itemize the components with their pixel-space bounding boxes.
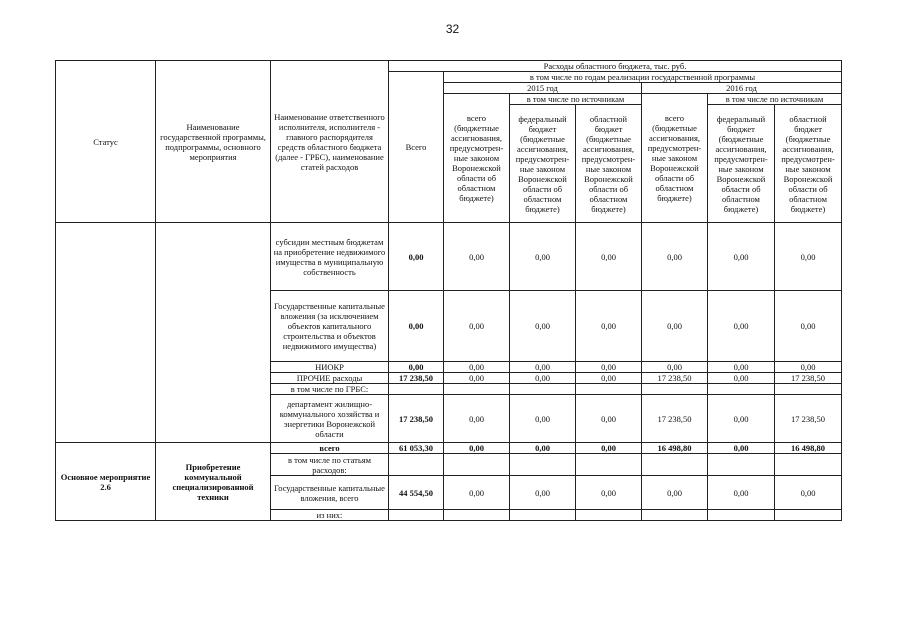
row-name: в том числе по статьям расходов: bbox=[271, 454, 389, 476]
empty-cell bbox=[775, 454, 842, 476]
event-status: Основное мероприятие 2.6 bbox=[56, 443, 156, 521]
row-2016-regional: 17 238,50 bbox=[775, 395, 842, 443]
status-cell-empty bbox=[56, 223, 156, 443]
row-2016-all: 0,00 bbox=[642, 223, 708, 291]
page-number: 32 bbox=[445, 22, 460, 36]
row-2016-regional: 0,00 bbox=[775, 476, 842, 510]
empty-cell bbox=[444, 510, 510, 521]
table-row bbox=[56, 223, 842, 291]
budget-table bbox=[55, 60, 842, 521]
row-2016-regional: 16 498,80 bbox=[775, 443, 842, 454]
empty-cell bbox=[642, 454, 708, 476]
header-regional-2015: областной бюджет (бюджетные ассигнования, предусмотрен-ные законом Воронежской области об областном бюджете) bbox=[576, 105, 642, 223]
row-total: 61 053,30 bbox=[389, 443, 444, 454]
row-name: всего bbox=[271, 443, 389, 454]
row-2015-all: 0,00 bbox=[444, 223, 510, 291]
header-federal-2016: федеральный бюджет (бюджетные ассигнования, предусмотрен-ные законом Воронежской области об областном бюджете) bbox=[708, 105, 775, 223]
row-total: 17 238,50 bbox=[389, 395, 444, 443]
row-name: в том числе по ГРБС: bbox=[271, 384, 389, 395]
row-total: 0,00 bbox=[389, 362, 444, 373]
empty-cell bbox=[708, 384, 775, 395]
row-2016-federal: 0,00 bbox=[708, 443, 775, 454]
row-2016-federal: 0,00 bbox=[708, 291, 775, 362]
row-2015-federal: 0,00 bbox=[510, 362, 576, 373]
row-2015-all: 0,00 bbox=[444, 291, 510, 362]
row-total: 44 554,50 bbox=[389, 476, 444, 510]
header-by-years: в том числе по годам реализации государственной программы bbox=[444, 72, 842, 83]
event-name: Приобретение коммунальной специализированной техники bbox=[156, 443, 271, 521]
row-2016-federal: 0,00 bbox=[708, 223, 775, 291]
row-2016-federal: 0,00 bbox=[708, 395, 775, 443]
row-2016-all: 17 238,50 bbox=[642, 395, 708, 443]
empty-cell bbox=[642, 510, 708, 521]
header-year-2015: 2015 год bbox=[444, 83, 642, 94]
header-executor: Наименование ответственного исполнителя, исполнителя - главного распорядителя средств областного бюджета (далее - ГРБС), наименование статей расходов bbox=[271, 61, 389, 223]
header-expenses-title: Расходы областного бюджета, тыс. руб. bbox=[389, 61, 842, 72]
row-2015-federal: 0,00 bbox=[510, 395, 576, 443]
row-name: Государственные капитальные вложения, всего bbox=[271, 476, 389, 510]
row-2015-regional: 0,00 bbox=[576, 373, 642, 384]
empty-cell bbox=[576, 384, 642, 395]
empty-cell bbox=[389, 384, 444, 395]
row-2016-regional: 0,00 bbox=[775, 223, 842, 291]
row-2016-all: 17 238,50 bbox=[642, 373, 708, 384]
row-2015-all: 0,00 bbox=[444, 373, 510, 384]
row-name: НИОКР bbox=[271, 362, 389, 373]
header-by-sources-2015: в том числе по источникам bbox=[510, 94, 642, 105]
row-2016-federal: 0,00 bbox=[708, 362, 775, 373]
empty-cell bbox=[510, 384, 576, 395]
header-year-2016: 2016 год bbox=[642, 83, 842, 94]
row-2016-regional: 17 238,50 bbox=[775, 373, 842, 384]
row-2016-all: 0,00 bbox=[642, 476, 708, 510]
row-2015-regional: 0,00 bbox=[576, 395, 642, 443]
program-cell-empty bbox=[156, 223, 271, 443]
empty-cell bbox=[708, 510, 775, 521]
table-row bbox=[56, 443, 842, 454]
empty-cell bbox=[775, 384, 842, 395]
row-2015-federal: 0,00 bbox=[510, 223, 576, 291]
row-2015-federal: 0,00 bbox=[510, 373, 576, 384]
empty-cell bbox=[444, 384, 510, 395]
row-2015-federal: 0,00 bbox=[510, 443, 576, 454]
row-2015-regional: 0,00 bbox=[576, 476, 642, 510]
row-2015-all: 0,00 bbox=[444, 443, 510, 454]
row-total: 0,00 bbox=[389, 291, 444, 362]
header-all-2016: всего (бюджетные ассигнования, предусмотрен-ные законом Воронежской области об областном бюджете) bbox=[642, 94, 708, 223]
header-federal-2015: федеральный бюджет (бюджетные ассигнования, предусмотрен-ные законом Воронежской области об областном бюджете) bbox=[510, 105, 576, 223]
header-program-name: Наименование государственной программы, подпрограммы, основного мероприятия bbox=[156, 61, 271, 223]
row-total: 17 238,50 bbox=[389, 373, 444, 384]
row-name: из них: bbox=[271, 510, 389, 521]
row-2016-all: 0,00 bbox=[642, 362, 708, 373]
row-name: ПРОЧИЕ расходы bbox=[271, 373, 389, 384]
row-2015-regional: 0,00 bbox=[576, 291, 642, 362]
header-total: Всего bbox=[389, 72, 444, 223]
row-2016-all: 0,00 bbox=[642, 291, 708, 362]
empty-cell bbox=[510, 510, 576, 521]
row-2015-all: 0,00 bbox=[444, 395, 510, 443]
row-2015-all: 0,00 bbox=[444, 476, 510, 510]
empty-cell bbox=[389, 510, 444, 521]
row-2015-regional: 0,00 bbox=[576, 362, 642, 373]
row-2015-regional: 0,00 bbox=[576, 443, 642, 454]
row-name: департамент жилищно-коммунального хозяйства и энергетики Воронежской области bbox=[271, 395, 389, 443]
row-total: 0,00 bbox=[389, 223, 444, 291]
row-2015-federal: 0,00 bbox=[510, 291, 576, 362]
empty-cell bbox=[510, 454, 576, 476]
header-status: Статус bbox=[56, 61, 156, 223]
row-2015-all: 0,00 bbox=[444, 362, 510, 373]
row-2015-federal: 0,00 bbox=[510, 476, 576, 510]
empty-cell bbox=[389, 454, 444, 476]
row-2016-federal: 0,00 bbox=[708, 476, 775, 510]
header-by-sources-2016: в том числе по источникам bbox=[708, 94, 842, 105]
empty-cell bbox=[576, 510, 642, 521]
row-2015-regional: 0,00 bbox=[576, 223, 642, 291]
row-name: Государственные капитальные вложения (за исключением объектов капитального строительства и объектов недвижимого имущества) bbox=[271, 291, 389, 362]
empty-cell bbox=[708, 454, 775, 476]
header-regional-2016: областной бюджет (бюджетные ассигнования, предусмотрен-ные законом Воронежской области об областном бюджете) bbox=[775, 105, 842, 223]
row-2016-federal: 0,00 bbox=[708, 373, 775, 384]
empty-cell bbox=[576, 454, 642, 476]
row-2016-all: 16 498,80 bbox=[642, 443, 708, 454]
empty-cell bbox=[642, 384, 708, 395]
row-2016-regional: 0,00 bbox=[775, 362, 842, 373]
header-all-2015: всего (бюджетные ассигнования, предусмотрен-ные законом Воронежской области об областном бюджете) bbox=[444, 94, 510, 223]
empty-cell bbox=[775, 510, 842, 521]
empty-cell bbox=[444, 454, 510, 476]
row-2016-regional: 0,00 bbox=[775, 291, 842, 362]
row-name: субсидии местным бюджетам на приобретение недвижимого имущества в муниципальную собственность bbox=[271, 223, 389, 291]
